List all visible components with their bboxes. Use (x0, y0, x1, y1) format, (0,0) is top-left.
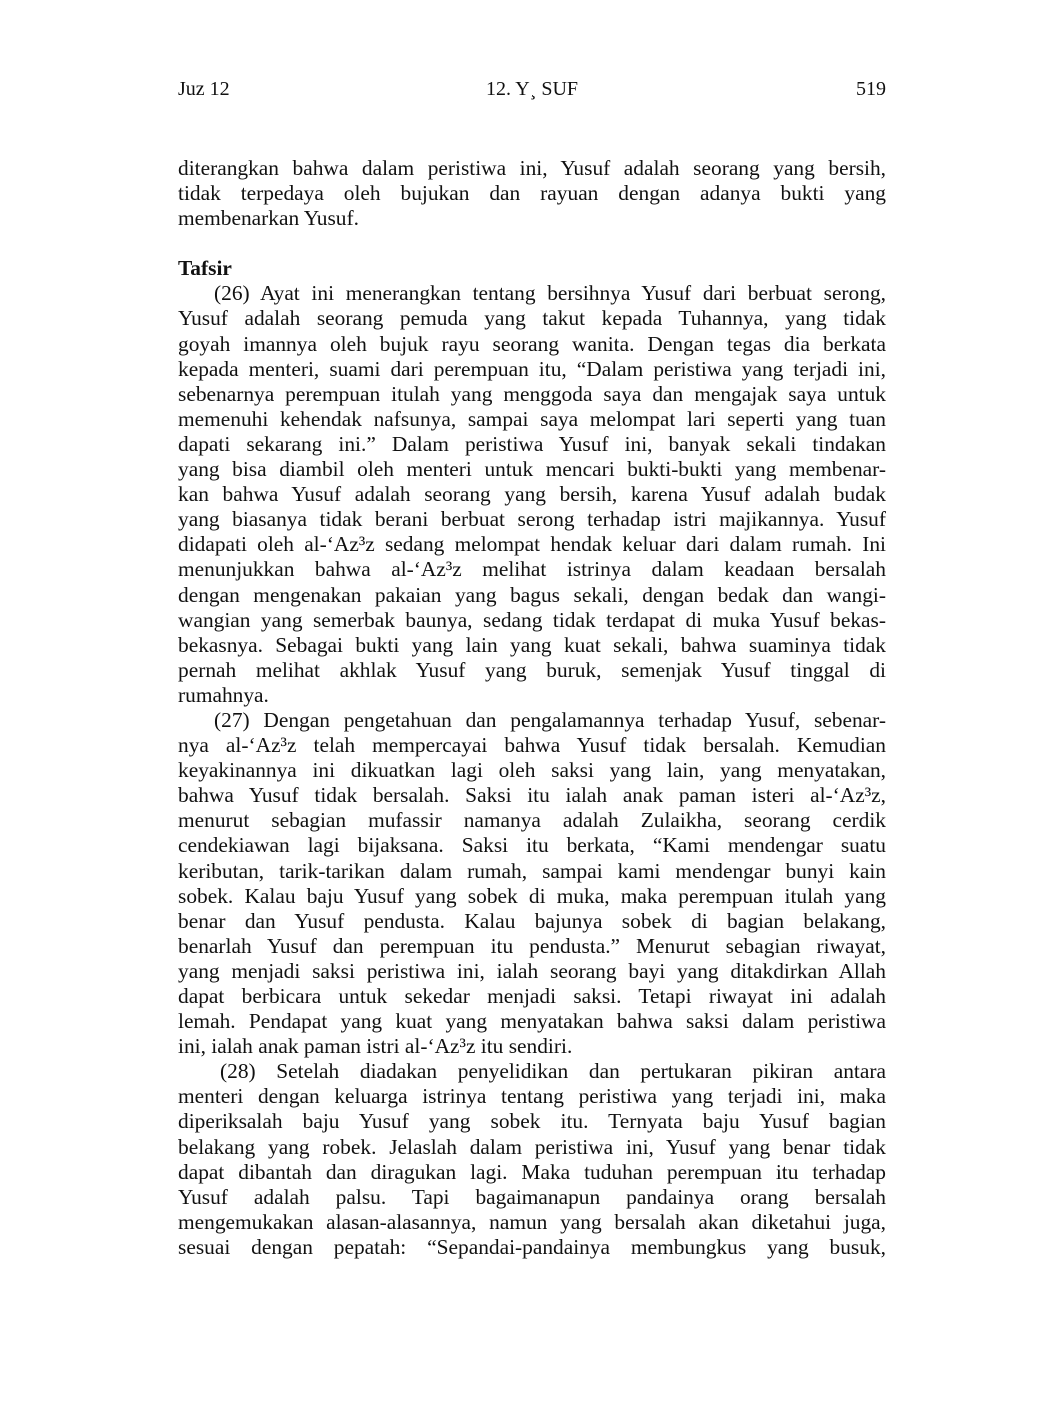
page-number: 519 (856, 78, 886, 100)
text-line: kan bahwa Yusuf adalah seorang yang bersih, karena Yusuf adalah budak (178, 482, 886, 507)
text-line: menunjukkan bahwa al-‘Az³z melihat istrinya dalam keadaan bersalah (178, 557, 886, 582)
text-line: yang bisa diambil oleh menteri untuk mencari bukti-bukti yang membenar- (178, 457, 886, 482)
text-line: lemah. Pendapat yang kuat yang menyatakan bahwa saksi dalam peristiwa (178, 1009, 886, 1034)
text-line: keyakinannya ini dikuatkan lagi oleh saksi yang lain, yang menyatakan, (178, 758, 886, 783)
running-head (178, 76, 886, 102)
text-line: menurut sebagian mufassir namanya adalah Zulaikha, seorang cerdik (178, 808, 886, 833)
text-line: nya al-‘Az³z telah mempercayai bahwa Yusuf tidak bersalah. Kemudian (178, 733, 886, 758)
text-line: sesuai dengan pepatah: “Sepandai-pandainya membungkus yang busuk, (178, 1234, 886, 1259)
text-line: didapati oleh al-‘Az³z sedang melompat hendak keluar dari dalam rumah. Ini (178, 532, 886, 557)
text-line: bahwa Yusuf tidak bersalah. Saksi itu ialah anak paman isteri al-‘Az³z, (178, 783, 886, 808)
text-line: pernah melihat akhlak Yusuf yang buruk, semenjak Yusuf tinggal di (178, 657, 886, 682)
text-line: cendekiawan lagi bijaksana. Saksi itu berkata, “Kami mendengar suatu (178, 833, 886, 858)
text-line: Yusuf adalah seorang pemuda yang takut kepada Tuhannya, yang tidak (178, 306, 886, 331)
text-line: dapati sekarang ini.” Dalam peristiwa Yusuf ini, banyak sekali tindakan (178, 431, 886, 456)
text-line: sebenarnya perempuan itulah yang menggoda saya dan mengajak saya untuk (178, 381, 886, 406)
section-heading: Tafsir (178, 256, 232, 281)
text-line: dapat berbicara untuk sekedar menjadi saksi. Tetapi riwayat ini adalah (178, 984, 886, 1008)
text-line: goyah imannya oleh bujuk rayu seorang wanita. Dengan tegas dia berkata (178, 331, 886, 356)
text-line: keributan, tarik-tarikan dalam rumah, sampai kami mendengar bunyi kain (178, 858, 886, 883)
text-line: bekasnya. Sebagai bukti yang lain yang kuat sekali, bahwa suaminya tidak (178, 632, 886, 657)
text-line: wangian yang semerbak baunya, sedang tidak terdapat di muka Yusuf bekas- (178, 607, 886, 632)
paragraph-27 (178, 708, 886, 1059)
surah-title: 12. Y¸ SUF (485, 78, 579, 100)
text-line: menteri dengan keluarga istrinya tentang peristiwa yang terjadi ini, maka (178, 1084, 886, 1109)
paragraph-28 (178, 1059, 886, 1260)
text-line: rumahnya. (178, 682, 269, 707)
text-line: (27) Dengan pengetahuan dan pengalamannya terhadap Yusuf, sebenar- (214, 707, 886, 732)
text-line: diterangkan bahwa dalam peristiwa ini, Yusuf adalah seorang yang bersih, (178, 156, 886, 180)
text-line: yang biasanya tidak berani berbuat serong terhadap istri majikannya. Yusuf (178, 507, 886, 532)
text-line: membenarkan Yusuf. (178, 206, 359, 231)
text-line: belakang yang robek. Jelaslah dalam peristiwa ini, Yusuf yang benar tidak (178, 1134, 886, 1159)
text-line: (26) Ayat ini menerangkan tentang bersihnya Yusuf dari berbuat serong, (214, 281, 886, 306)
text-line: yang menjadi saksi peristiwa ini, ialah seorang bayi yang ditakdirkan Allah (178, 958, 886, 983)
intro-paragraph (178, 156, 886, 231)
text-line: dengan mengenakan pakaian yang bagus sekali, dengan bedak dan wangi- (178, 582, 886, 607)
text-line: sobek. Kalau baju Yusuf yang sobek di muka, maka perempuan itulah yang (178, 883, 886, 908)
text-line: tidak terpedaya oleh bujukan dan rayuan dengan adanya bukti yang (178, 181, 886, 206)
page-body (178, 156, 886, 1260)
text-line: diperiksalah baju Yusuf yang sobek itu. Ternyata baju Yusuf bagian (178, 1109, 886, 1134)
text-line: ini, ialah anak paman istri al-‘Az³z itu sendiri. (178, 1034, 573, 1059)
text-line: memenuhi kehendak nafsunya, sampai saya melompat lari seperti yang tuan (178, 406, 886, 431)
text-line: dapat dibantah dan diragukan lagi. Maka tuduhan perempuan itu terhadap (178, 1159, 886, 1184)
text-line: kepada menteri, suami dari perempuan itu, “Dalam peristiwa yang terjadi ini, (178, 356, 886, 381)
paragraph-26 (178, 281, 886, 708)
text-line: mengemukakan alasan-alasannya, namun yang bersalah akan diketahui juga, (178, 1209, 886, 1234)
juz-label: Juz 12 (178, 78, 230, 100)
text-line: Yusuf adalah palsu. Tapi bagaimanapun pandainya orang bersalah (178, 1184, 886, 1209)
text-line: benar dan Yusuf pendusta. Kalau bajunya sobek di bagian belakang, (178, 908, 886, 933)
text-line: (28) Setelah diadakan penyelidikan dan pertukaran pikiran antara (220, 1059, 886, 1084)
text-line: benarlah Yusuf dan perempuan itu pendusta.” Menurut sebagian riwayat, (178, 933, 886, 958)
